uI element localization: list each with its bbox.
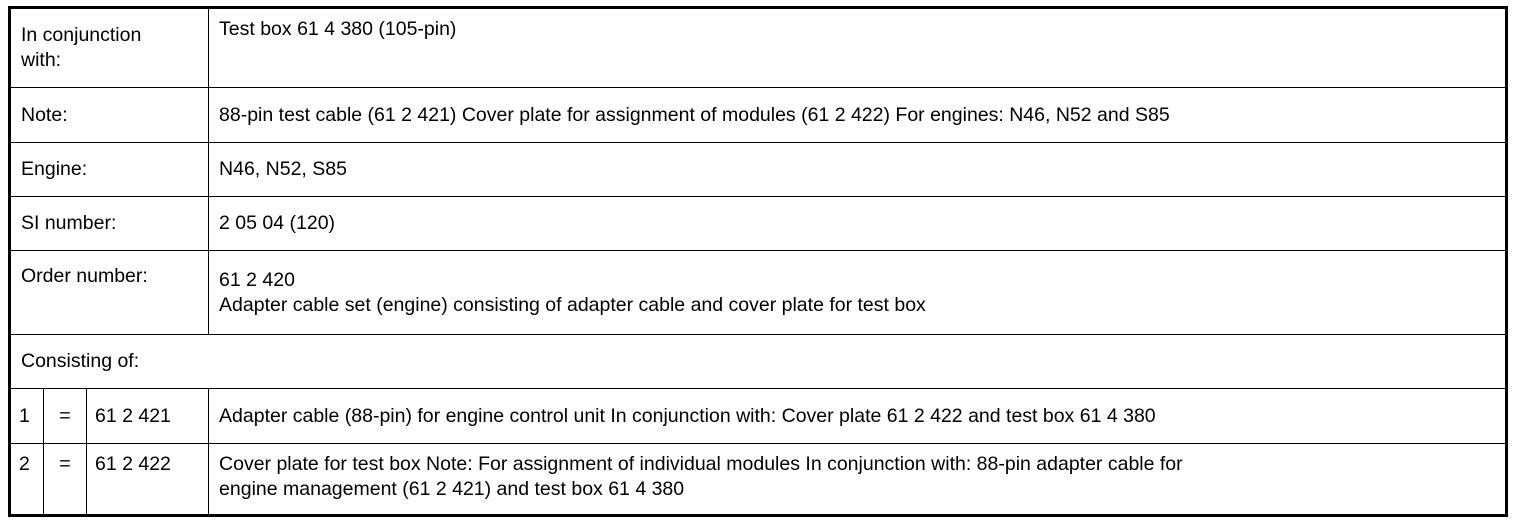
si-number-value: 2 05 04 (120) (209, 197, 1507, 251)
order-number-description: Adapter cable set (engine) consisting of adapter cable and cover plate for test box (219, 293, 926, 316)
component-symbol: = (44, 444, 87, 516)
component-description-line2: engine management (61 2 421) and test box 61 4 380 (219, 478, 685, 500)
row-order-number (10, 251, 1507, 335)
spec-table (8, 6, 1508, 517)
row-si-number (10, 197, 1507, 251)
conjunction-label (10, 8, 209, 88)
component-description (209, 444, 1507, 516)
order-number-code: 61 2 420 (219, 268, 295, 291)
row-note (10, 88, 1507, 143)
component-symbol: = (44, 389, 87, 444)
consisting-of-label: Consisting of: (10, 335, 1507, 389)
component-code: 61 2 421 (87, 389, 209, 444)
si-number-label: SI number: (10, 197, 209, 251)
component-row (10, 444, 1507, 516)
conjunction-label-line2: with: (21, 49, 62, 71)
component-code: 61 2 422 (87, 444, 209, 516)
note-value: 88-pin test cable (61 2 421) Cover plate for assignment of modules (61 2 422) For engines: N46, N52 and S85 (209, 88, 1507, 143)
row-consisting-of (10, 335, 1507, 389)
conjunction-label-line1: In conjunction (21, 24, 142, 46)
conjunction-value: Test box 61 4 380 (105-pin) (209, 8, 1507, 88)
row-conjunction (10, 8, 1507, 88)
engine-value: N46, N52, S85 (209, 143, 1507, 197)
component-index: 1 (10, 389, 44, 444)
component-description-line1: Cover plate for test box Note: For assignment of individual modules In conjunction with: 88-pin adapter cable for (219, 453, 1183, 475)
engine-label: Engine: (10, 143, 209, 197)
component-index: 2 (10, 444, 44, 516)
order-number-label: Order number: (10, 251, 209, 335)
note-label: Note: (10, 88, 209, 143)
component-description: Adapter cable (88-pin) for engine control unit In conjunction with: Cover plate 61 2 422 and test box 61 4 380 (209, 389, 1507, 444)
order-number-value (209, 251, 1507, 335)
row-engine (10, 143, 1507, 197)
component-row (10, 389, 1507, 444)
